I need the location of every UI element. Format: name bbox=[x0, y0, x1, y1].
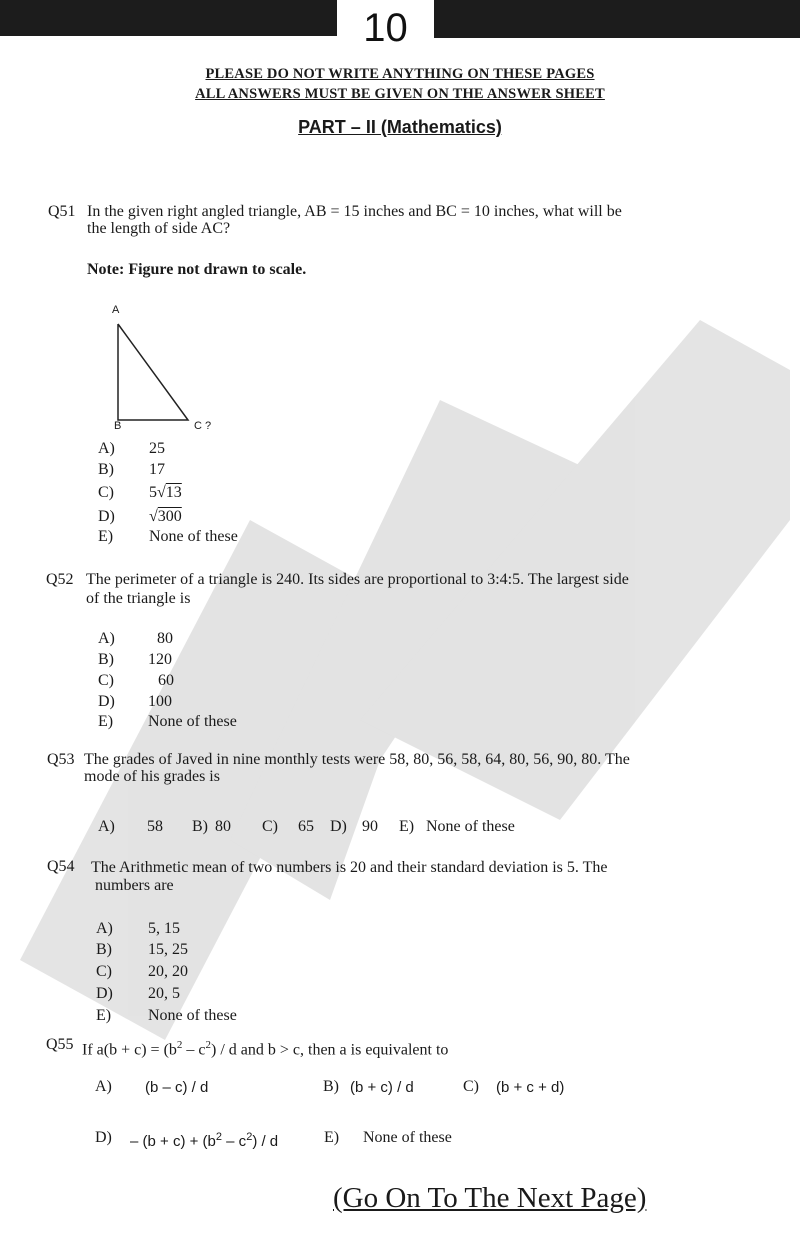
q53-option-c-letter: C) bbox=[262, 818, 278, 835]
q51-option-a-letter: A) bbox=[98, 440, 115, 457]
q53-option-a-letter: A) bbox=[98, 818, 115, 835]
q53-number: Q53 bbox=[47, 751, 75, 768]
q53-text-line1: The grades of Javed in nine monthly tests were 58, 80, 56, 58, 64, 80, 56, 90, 80. The bbox=[84, 751, 630, 768]
q51-note: Note: Figure not drawn to scale. bbox=[87, 261, 307, 278]
instruction-line-1: PLEASE DO NOT WRITE ANYTHING ON THESE PAGES bbox=[205, 66, 595, 82]
header-bar-right bbox=[434, 0, 800, 38]
q51-option-c-text: 5√13 bbox=[149, 484, 182, 501]
q51-option-b-letter: B) bbox=[98, 461, 114, 478]
q55-option-a-letter: A) bbox=[95, 1078, 112, 1095]
q54-option-e-letter: E) bbox=[96, 1007, 112, 1024]
q52-number: Q52 bbox=[46, 571, 74, 588]
q54-option-d-letter: D) bbox=[96, 985, 113, 1002]
q54-text-line1: The Arithmetic mean of two numbers is 20 and their standard deviation is 5. The bbox=[91, 859, 608, 876]
q52-text-line1: The perimeter of a triangle is 240. Its sides are proportional to 3:4:5. The largest side bbox=[86, 571, 629, 588]
q54-option-b-text: 15, 25 bbox=[148, 941, 188, 958]
q55-option-c-letter: C) bbox=[463, 1078, 479, 1095]
q55-option-d-letter: D) bbox=[95, 1129, 112, 1146]
q52-option-a-text: 80 bbox=[157, 630, 173, 647]
q54-option-a-letter: A) bbox=[96, 920, 113, 937]
q53-option-c-text: 65 bbox=[298, 818, 314, 835]
header-bar-left bbox=[0, 0, 337, 36]
q52-option-a-letter: A) bbox=[98, 630, 115, 647]
q55-option-b-text: (b + c) / d bbox=[350, 1079, 414, 1096]
q51-option-e-text: None of these bbox=[149, 528, 238, 545]
q55-option-c-text: (b + c + d) bbox=[496, 1079, 565, 1096]
q52-option-c-text: 60 bbox=[158, 672, 174, 689]
q54-option-a-text: 5, 15 bbox=[148, 920, 180, 937]
q51-option-c-letter: C) bbox=[98, 484, 114, 501]
vertex-b-label: B bbox=[114, 420, 122, 432]
q53-option-a-text: 58 bbox=[147, 818, 163, 835]
q52-option-b-letter: B) bbox=[98, 651, 114, 668]
q51-option-a-text: 25 bbox=[149, 440, 165, 457]
q51-text-line1: In the given right angled triangle, AB = 15 inches and BC = 10 inches, what will be bbox=[87, 203, 622, 220]
q51-text-line2: the length of side AC? bbox=[87, 220, 231, 237]
page-number: 10 bbox=[363, 6, 408, 50]
q55-option-b-letter: B) bbox=[323, 1078, 339, 1095]
next-page-footer: (Go On To The Next Page) bbox=[333, 1182, 647, 1214]
q54-text-line2: numbers are bbox=[95, 877, 174, 894]
vertex-a-label: A bbox=[112, 304, 120, 316]
q54-option-d-text: 20, 5 bbox=[148, 985, 180, 1002]
q53-text-line2: mode of his grades is bbox=[84, 768, 220, 785]
q55-stem: If $a(b + c) = (b^2 - c^2) / d$ and b > c, then a is equivalent to bbox=[82, 1039, 449, 1059]
q51-option-d-letter: D) bbox=[98, 508, 115, 525]
q55-option-e-text: None of these bbox=[363, 1129, 452, 1146]
q55-option-a-text: (b – c) / d bbox=[145, 1079, 209, 1096]
q52-text-line2: of the triangle is bbox=[86, 590, 191, 607]
q52-option-b-text: 120 bbox=[148, 651, 172, 668]
q54-option-b-letter: B) bbox=[96, 941, 112, 958]
triangle-shape bbox=[118, 324, 188, 420]
q51-option-d-text: √300 bbox=[149, 508, 182, 525]
q53-option-b-letter: B) bbox=[192, 818, 208, 835]
q53-option-d-letter: D) bbox=[330, 818, 347, 835]
q53-option-e-text: None of these bbox=[426, 818, 515, 835]
q51-number: Q51 bbox=[48, 203, 76, 220]
q52-option-e-letter: E) bbox=[98, 713, 114, 730]
q53-option-e-letter: E) bbox=[399, 818, 415, 835]
q52-option-e-text: None of these bbox=[148, 713, 237, 730]
vertex-c-label: C ? bbox=[194, 420, 212, 432]
q54-option-c-letter: C) bbox=[96, 963, 112, 980]
part-title: PART – II (Mathematics) bbox=[298, 117, 502, 137]
q55-option-e-letter: E) bbox=[324, 1129, 340, 1146]
q51-option-b-text: 17 bbox=[149, 461, 165, 478]
q54-option-c-text: 20, 20 bbox=[148, 963, 188, 980]
q54-number: Q54 bbox=[47, 858, 75, 875]
q53-option-b-text: 80 bbox=[215, 818, 231, 835]
q52-option-d-letter: D) bbox=[98, 693, 115, 710]
q55-option-d-text: – $(b + c) + (b^2 - c^2) / d$ bbox=[130, 1131, 279, 1150]
q53-option-d-text: 90 bbox=[362, 818, 378, 835]
q52-option-c-letter: C) bbox=[98, 672, 114, 689]
q54-option-e-text: None of these bbox=[148, 1007, 237, 1024]
q55-number: Q55 bbox=[46, 1036, 74, 1053]
instruction-line-2: ALL ANSWERS MUST BE GIVEN ON THE ANSWER SHEET bbox=[195, 86, 605, 102]
q51-option-e-letter: E) bbox=[98, 528, 114, 545]
q52-option-d-text: 100 bbox=[148, 693, 172, 710]
